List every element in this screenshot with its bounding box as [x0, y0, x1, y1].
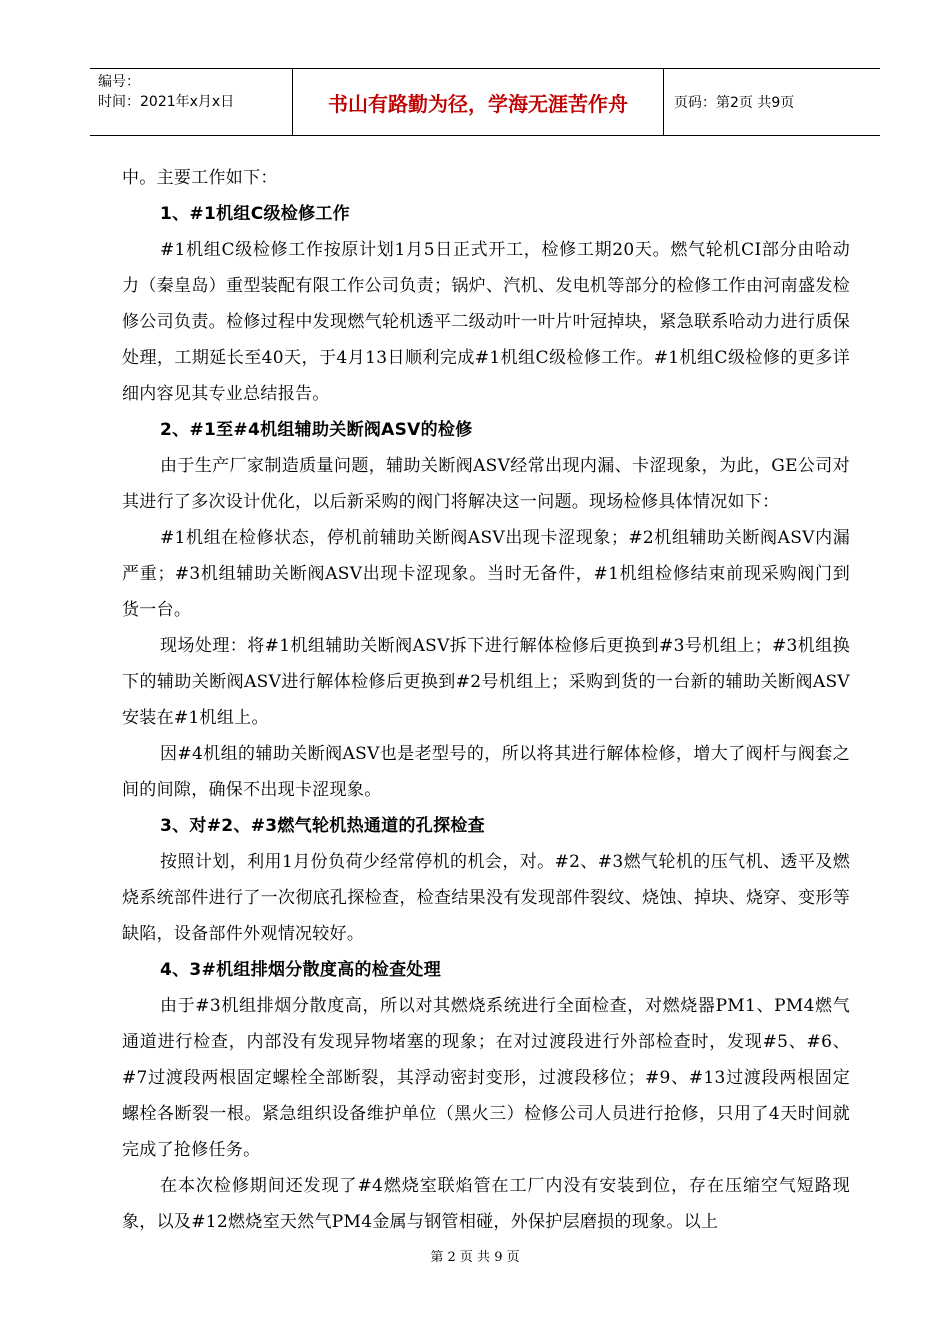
paragraph: 中。主要工作如下： — [122, 168, 278, 188]
paragraph: #1机组在检修状态，停机前辅助关断阀ASV出现卡涩现象；#2机组辅助关断阀ASV内漏严重；#3机组辅助关断阀ASV出现卡涩现象。当时无备件，#1机组检修结束前现采购阀门到货一台。 — [122, 528, 850, 620]
paragraph: 由于生产厂家制造质量问题，辅助关断阀ASV经常出现内漏、卡涩现象，为此，GE公司对其进行了多次设计优化，以后新采购的阀门将解决这一问题。现场检修具体情况如下： — [122, 456, 850, 512]
header-page-cell — [664, 69, 880, 135]
paragraph: #1机组C级检修工作按原计划1月5日正式开工，检修工期20天。燃气轮机CI部分由哈动力（秦皇岛）重型装配有限工作公司负责；锅炉、汽机、发电机等部分的检修工作由河南盛发检修公司负责。检修过程中发现燃气轮机透平二级动叶一叶片叶冠掉块，紧急联系哈动力进行质保处理，工期延长至40天，于4月13日顺利完成#1机组C级检修工作。#1机组C级检修的更多详细内容见其专业总结报告。 — [122, 240, 850, 404]
header-motto-cell — [292, 69, 664, 135]
header-info-cell — [90, 69, 292, 135]
document-body — [122, 160, 850, 1240]
section-heading: 4、3#机组排烟分散度高的检查处理 — [160, 960, 442, 980]
section-heading: 3、对#2、#3燃气轮机热通道的孔探检查 — [160, 816, 485, 836]
document-number-label: 编号： — [98, 74, 140, 90]
document-time-label: 时间：2021年x月x日 — [98, 94, 235, 110]
section-heading: 1、#1机组C级检修工作 — [160, 204, 350, 224]
header-motto: 书山有路勤为径，学海无涯苦作舟 — [328, 91, 628, 116]
header-page-label: 页码：第2页 共9页 — [674, 95, 795, 111]
paragraph: 在本次检修期间还发现了#4燃烧室联焰管在工厂内没有安装到位，存在压缩空气短路现象，以及#12燃烧室天然气PM4金属与钢管相碰，外保护层磨损的现象。以上 — [122, 1176, 850, 1232]
paragraph: 由于#3机组排烟分散度高，所以对其燃烧系统进行全面检查，对燃烧器PM1、PM4燃气通道进行检查，内部没有发现异物堵塞的现象；在对过渡段进行外部检查时，发现#5、#6、#7过渡段两根固定螺栓全部断裂，其浮动密封变形，过渡段移位；#9、#13过渡段两根固定螺栓各断裂一根。紧急组织设备维护单位（黑火三）检修公司人员进行抢修，只用了4天时间就完成了抢修任务。 — [122, 996, 850, 1160]
paragraph: 因#4机组的辅助关断阀ASV也是老型号的，所以将其进行解体检修，增大了阀杆与阀套之间的间隙，确保不出现卡涩现象。 — [122, 744, 850, 800]
header-table — [90, 68, 880, 136]
section-heading: 2、#1至#4机组辅助关断阀ASV的检修 — [160, 420, 473, 440]
paragraph: 按照计划，利用1月份负荷少经常停机的机会，对。#2、#3燃气轮机的压气机、透平及燃烧系统部件进行了一次彻底孔探检查，检查结果没有发现部件裂纹、烧蚀、掉块、烧穿、变形等缺陷，设备部件外观情况较好。 — [122, 852, 850, 944]
paragraph: 现场处理：将#1机组辅助关断阀ASV拆下进行解体检修后更换到#3号机组上；#3机组换下的辅助关断阀ASV进行解体检修后更换到#2号机组上；采购到货的一台新的辅助关断阀ASV安装在#1机组上。 — [122, 636, 850, 728]
page-footer: 第 2 页 共 9 页 — [430, 1250, 520, 1265]
